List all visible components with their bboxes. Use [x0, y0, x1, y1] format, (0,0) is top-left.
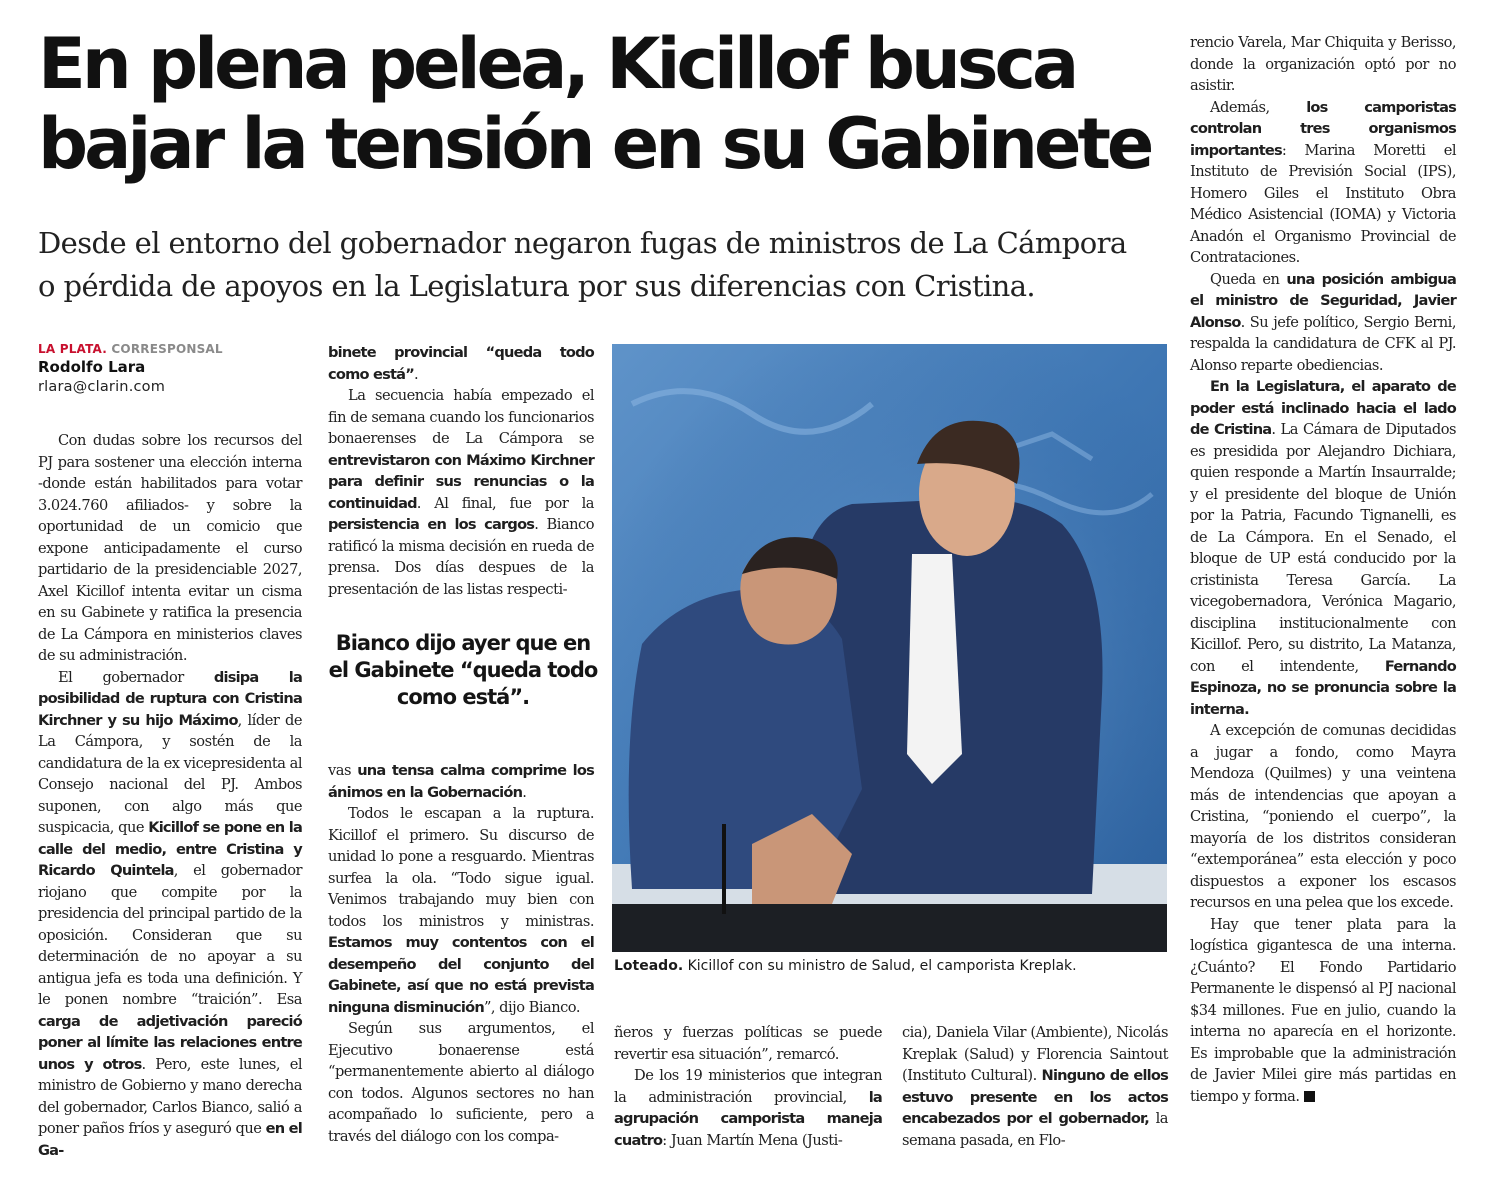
paragraph: El gobernador disipa la posibilidad de ruptura con Cristina Kirchner y su hijo Máximo, líder de La Cámpora, y sostén de la candidatura de la ex vicepresidenta al Consejo nacional del PJ. Ambos suponen, con algo más que suspicacia, que Kicillof se pone en la calle del medio, entre Cristina y Ricardo Quintela, el gobernador riojano que compite por la presidencia del principal partido de la oposición. Consideran que su determinación de no apoyar a su antigua jefa es toda una definición. Y le ponen nombre “traición”. Esa carga de adjetivación pareció poner al límite las relaciones entre unos y otros. Pero, este lunes, el ministro de Gobierno y mano derecha del gobernador, Carlos Bianco, salió a poner paños fríos y aseguró que en el Ga-: [38, 668, 302, 1159]
paragraph: Con dudas sobre los recursos del PJ para sostener una elección interna -donde están habilitados para votar 3.024.760 afiliados- y sobre la oportunidad de un comicio que expone anticipadamente el curso partidario de la presidenciable 2027, Axel Kicillof intenta evitar un cisma en su Gabinete y ratifica la presencia de La Cámpora en ministerios claves de su administración.: [38, 432, 302, 664]
column-4: [902, 1022, 1168, 1151]
subtitle: [38, 222, 1178, 308]
author-name: Rodolfo Lara: [38, 358, 146, 376]
column-1: [38, 430, 302, 1161]
headline: [38, 24, 1178, 184]
paragraph: cia), Daniela Vilar (Ambiente), Nicolás Kreplak (Salud) y Florencia Saintout (Instituto Cultural). Ninguno de ellos estuvo presente en los actos encabezados por el gobernador, la semana pasada, en Flo-: [902, 1024, 1168, 1149]
column-2-top: [328, 342, 594, 600]
subtitle-line-2: o pérdida de apoyos en la Legislatura por sus diferencias con Cristina.: [38, 269, 1036, 303]
paragraph: La secuencia había empezado el fin de semana cuando los funcionarios bonaerenses de La Cámpora se entrevistaron con Máximo Kirchner para definir sus renuncias o la continuidad. Al final, fue por la persistencia en los cargos. Bianco ratificó la misma decisión en rueda de prensa. Dos días despues de la presentación de las listas respecti-: [328, 387, 595, 598]
paragraph: binete provincial “queda todo como está”.: [328, 344, 594, 383]
author-email[interactable]: rlara@clarin.com: [38, 379, 166, 395]
kicker-role: CORRESPONSAL: [111, 342, 223, 356]
paragraph: rencio Varela, Mar Chiquita y Berisso, donde la organización optó por no asistir.: [1190, 34, 1456, 94]
paragraph: Además, los camporistas controlan tres organismos importantes: Marina Moretti el Instituto de Previsión Social (IPS), Homero Giles el Instituto Obra Médico Asistencial (IOMA) y Victoria Anadón el Organismo Provincial de Contrataciones.: [1190, 98, 1457, 266]
paragraph: Todos le escapan a la ruptura. Kicillof el primero. Su discurso de unidad lo pone a resguardo. Mientras surfea la ola. “Todo sigue igual. Venimos trabajando muy bien con todos los ministros y ministras. Estamos muy contentos con el desempeño del conjunto del Gabinete, así que no está prevista ninguna disminución”, dijo Bianco.: [328, 805, 594, 1016]
two-men-suits-photo-icon: [612, 344, 1167, 952]
kicker: [38, 342, 308, 356]
paragraph: vas una tensa calma comprime los ánimos en la Gobernación.: [328, 762, 594, 801]
byline: [38, 342, 308, 395]
subtitle-line-1: Desde el entorno del gobernador negaron fugas de ministros de La Cámpora: [38, 226, 1127, 260]
end-of-article-icon: [1304, 1091, 1315, 1102]
paragraph: De los 19 ministerios que integran la administración provincial, la agrupación camporista maneja cuatro: Juan Martín Mena (Justi-: [614, 1067, 882, 1149]
pull-quote: Bianco dijo ayer que en el Gabinete “queda todo como está”.: [328, 631, 598, 709]
column-5: [1190, 32, 1456, 1107]
paragraph: A excepción de comunas decididas a jugar a fondo, como Mayra Mendoza (Quilmes) y una veintena más de intendencias que apoyan a Cristina, “poniendo el cuerpo”, la mayoría de los distritos consideran “extemporánea” esta elección y poco dispuestos a exponer los escasos recursos en una pelea que los excede.: [1190, 722, 1456, 911]
paragraph: Queda en una posición ambigua el ministro de Seguridad, Javier Alonso. Su jefe político, Sergio Berni, respalda la candidatura de CFK al PJ. Alonso reparte obediencias.: [1190, 270, 1456, 374]
caption-text: Kicillof con su ministro de Salud, el camporista Kreplak.: [683, 958, 1077, 974]
headline-line-2: bajar la tensión en su Gabinete: [38, 103, 1151, 185]
kicker-place: LA PLATA.: [38, 342, 108, 356]
headline-line-1: En plena pelea, Kicillof busca: [38, 23, 1076, 105]
column-3: [614, 1022, 882, 1151]
paragraph: ñeros y fuerzas políticas se puede revertir esa situación”, remarcó.: [614, 1024, 882, 1063]
paragraph: Según sus argumentos, el Ejecutivo bonaerense está “permanentemente abierto al diálogo con todos. Algunos sectores no han acompañado lo suficiente, pero a través del diálogo con los compa-: [328, 1020, 594, 1145]
paragraph: En la Legislatura, el aparato de poder está inclinado hacia el lado de Cristina. La Cámara de Diputados es presidida por Alejandro Dichiara, quien responde a Martín Insaurralde; y el presidente del bloque de Unión por la Patria, Facundo Tignanelli, es de La Cámpora. En el Senado, el bloque de UP está conducido por la cristinista Teresa García. La vicegobernadora, Verónica Magario, disciplina institucionalmente con Kicillof. Pero, su distrito, La Matanza, con el intendente, Fernando Espinoza, no se pronuncia sobre la interna.: [1190, 378, 1456, 718]
article-photo: [612, 344, 1167, 952]
caption-lead: Loteado.: [614, 958, 684, 974]
photo-caption: [614, 958, 1174, 974]
column-2-bottom: [328, 760, 594, 1147]
paragraph: Hay que tener plata para la logística gigantesca de una interna. ¿Cuánto? El Fondo Partidario Permanente le dispensó al PJ nacional $34 millones. Fue en julio, cuando la interna no aparecía en el horizonte. Es improbable que la administración de Javier Milei gire más partidas en tiempo y forma.: [1190, 915, 1456, 1105]
